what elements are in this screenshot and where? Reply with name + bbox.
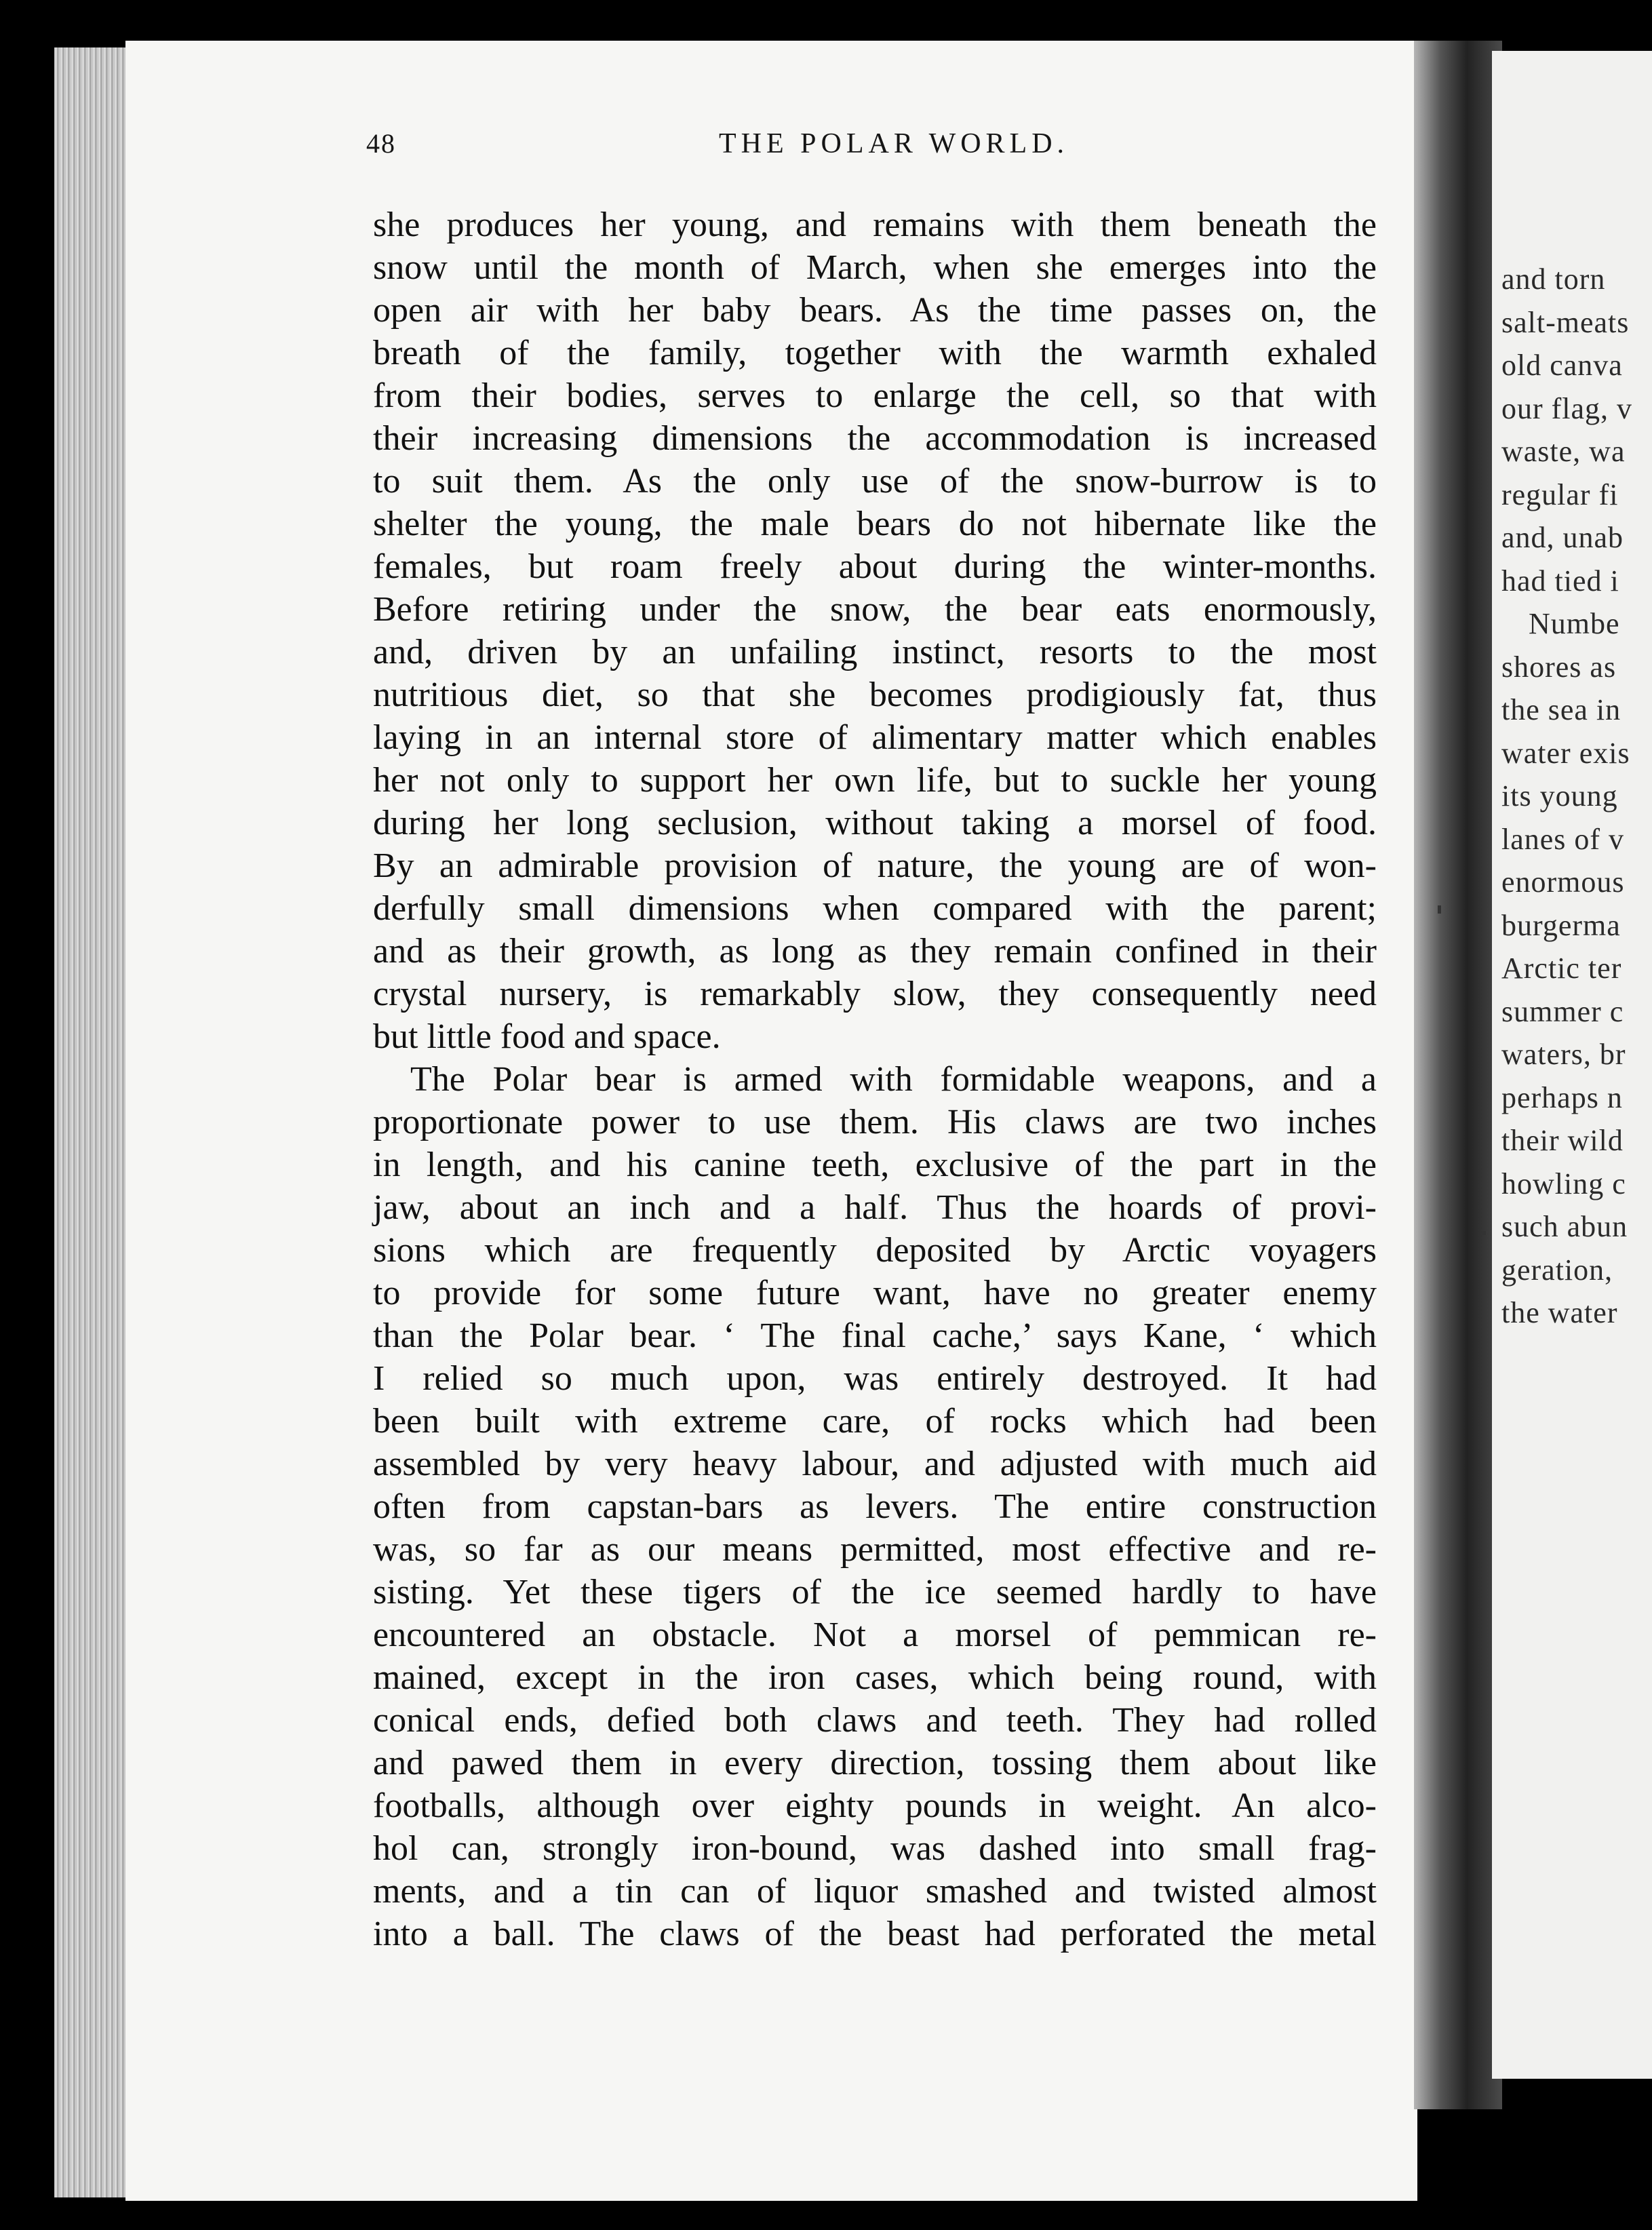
right-text-line: and torn [1501,262,1606,296]
page-edges [54,47,129,2197]
page-number: 48 [366,128,396,159]
right-text-line-paragraph-start: Numbe [1529,607,1620,640]
right-text-line: shores as [1501,650,1617,684]
text-line: often from capstan-bars as levers. The entire construction [373,1487,1377,1526]
right-text-line: salt-meats [1501,305,1630,339]
right-text-line: such abun [1501,1210,1628,1243]
text-line: into a ball. The claws of the beast had perforated the metal [373,1915,1377,1953]
text-line: in length, and his canine teeth, exclusive of the part in the [373,1146,1377,1184]
text-line: I relied so much upon, was entirely destroyed. It had [373,1359,1377,1398]
text-line: nutritious diet, so that she becomes prodigiously fat, thus [373,676,1377,714]
running-head [366,100,1383,168]
text-line: was, so far as our means permitted, most effective and re- [373,1530,1377,1569]
right-text-line: our flag, v [1501,391,1633,425]
text-line: open air with her baby bears. As the time passes on, the [373,291,1377,330]
right-text-line: waters, br [1501,1038,1626,1071]
text-line: breath of the family, together with the warmth exhaled [373,334,1377,372]
text-line: proportionate power to use them. His claws are two inches [373,1103,1377,1141]
right-text-line: howling c [1501,1167,1626,1200]
text-line: her not only to support her own life, but to suckle her young [373,761,1377,800]
scan-speck [1438,905,1441,914]
text-line: females, but roam freely about during the winter-months. [373,547,1377,586]
text-line: their increasing dimensions the accommodation is increased [373,419,1377,458]
text-line: to suit them. As the only use of the snow-burrow is to [373,462,1377,501]
text-line-paragraph-end: but little food and space. [373,1017,721,1056]
right-text-line: lanes of v [1501,822,1625,856]
text-line: conical ends, defied both claws and teeth. They had rolled [373,1701,1377,1740]
right-text-line: regular fi [1501,477,1619,511]
right-page-text [1501,258,1632,1335]
text-line: shelter the young, the male bears do not hibernate like the [373,505,1377,543]
right-text-line: and, unab [1501,521,1624,554]
text-line: and pawed them in every direction, tossing them about like [373,1744,1377,1782]
scan-speck [1482,1231,1486,1235]
right-text-line: had tied i [1501,564,1619,598]
body-text [373,203,1377,1955]
right-text-line: old canva [1501,349,1623,382]
right-text-line: their wild [1501,1124,1624,1157]
text-line: sions which are frequently deposited by Arctic voyagers [373,1231,1377,1270]
running-head-title: THE POLAR WORLD. [719,128,1069,159]
text-line: snow until the month of March, when she emerges into the [373,248,1377,287]
text-line: By an admirable provision of nature, the young are of won- [373,846,1377,885]
right-text-line: waste, wa [1501,435,1626,468]
text-line: crystal nursery, is remarkably slow, they consequently need [373,975,1377,1013]
right-text-line: burgerma [1501,908,1621,942]
text-line: mained, except in the iron cases, which being round, with [373,1658,1377,1697]
text-line: ments, and a tin can of liquor smashed and twisted almost [373,1872,1377,1911]
text-line: during her long seclusion, without taking a morsel of food. [373,804,1377,842]
right-text-line: water exis [1501,736,1630,770]
right-text-line: Arctic ter [1501,952,1622,985]
right-page [1492,51,1652,2079]
text-line: encountered an obstacle. Not a morsel of pemmican re- [373,1616,1377,1654]
text-line: derfully small dimensions when compared with the parent; [373,889,1377,928]
right-text-line: its young [1501,779,1618,813]
right-text-line: perhaps n [1501,1080,1623,1114]
right-text-line: enormous [1501,865,1625,899]
text-line: to provide for some future want, have no greater enemy [373,1274,1377,1312]
right-text-line: the water [1501,1296,1618,1329]
text-line: and, driven by an unfailing instinct, resorts to the most [373,633,1377,671]
text-line: Before retiring under the snow, the bear eats enormously, [373,590,1377,629]
text-line: sisting. Yet these tigers of the ice seemed hardly to have [373,1573,1377,1611]
text-line: than the Polar bear. ‘ The final cache,’ says Kane, ‘ which [373,1316,1377,1355]
text-line: assembled by very heavy labour, and adjusted with much aid [373,1445,1377,1483]
right-text-line: geration, [1501,1253,1613,1287]
text-line: she produces her young, and remains with them beneath the [373,206,1377,244]
right-text-line: the sea in [1501,693,1621,726]
text-line: and as their growth, as long as they remain confined in their [373,932,1377,971]
text-line: been built with extreme care, of rocks which had been [373,1402,1377,1441]
text-line: hol can, strongly iron-bound, was dashed into small frag- [373,1829,1377,1868]
text-line: from their bodies, serves to enlarge the cell, so that with [373,376,1377,415]
right-text-line: summer c [1501,994,1624,1028]
text-line: jaw, about an inch and a half. Thus the hoards of provi- [373,1188,1377,1227]
book-gutter-shadow [1414,41,1502,2109]
text-line-paragraph-start: The Polar bear is armed with formidable weapons, and a [410,1060,1377,1099]
text-line: laying in an internal store of alimentary matter which enables [373,718,1377,757]
text-line: footballs, although over eighty pounds in weight. An alco- [373,1786,1377,1825]
